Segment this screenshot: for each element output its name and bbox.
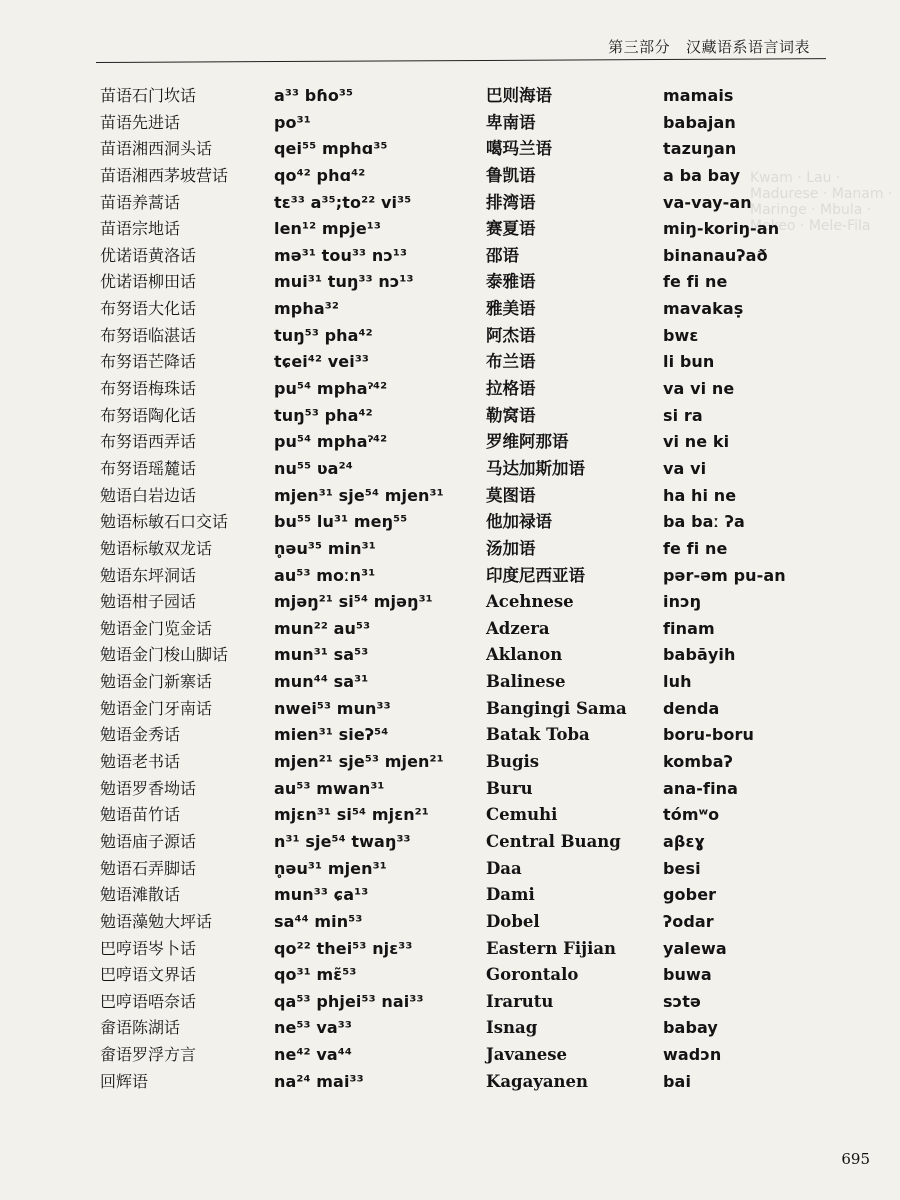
word-form: len¹² mpje¹³: [274, 219, 381, 239]
word-form: nwei⁵³ mun³³: [274, 698, 391, 718]
word-form: inɔŋ: [663, 592, 702, 612]
word-form: nu⁵⁵ ʋa²⁴: [274, 458, 353, 478]
word-form: luh: [663, 672, 692, 692]
word-form: na²⁴ mai³³: [274, 1071, 364, 1091]
language-name: 勉语柑子园话: [100, 592, 197, 612]
word-form: vi ne ki: [663, 432, 730, 452]
language-name: 布努语梅珠话: [100, 379, 197, 399]
word-form: mpha³²: [274, 299, 339, 319]
word-form: buwa: [663, 965, 712, 985]
word-form: bai: [663, 1071, 692, 1091]
word-form: mui³¹ tuŋ³³ nɔ¹³: [274, 272, 414, 292]
word-form: ne⁴² va⁴⁴: [274, 1045, 352, 1065]
word-form: tɛ³³ a³⁵;to²² vi³⁵: [274, 192, 412, 212]
word-form: mun²² au⁵³: [274, 618, 371, 638]
language-name: Javanese: [486, 1045, 568, 1065]
language-name: Adzera: [486, 618, 550, 638]
language-name: Bangingi Sama: [486, 698, 627, 718]
word-form: qa⁵³ phjei⁵³ nai³³: [274, 991, 424, 1011]
word-form: miŋ-koriŋ-an: [663, 219, 780, 239]
word-form: ne⁵³ va³³: [274, 1018, 352, 1038]
word-form: ʔodar: [663, 911, 714, 931]
language-name: 苗语湘西茅坡营话: [100, 165, 229, 185]
language-name: 邵语: [486, 245, 519, 265]
language-name: 苗语湘西洞头话: [100, 139, 213, 159]
bleed-through-decoration: Kwam · Lau · Madurese · Manam · Maringe · Mbula · Mekeo · Mele-Fila: [750, 170, 893, 234]
language-name: 汤加语: [486, 538, 536, 558]
word-form: li bun: [663, 352, 715, 372]
word-form: babay: [663, 1018, 718, 1038]
language-name: 巴哼语岑卜话: [100, 938, 197, 958]
left-language-column: [100, 83, 228, 1095]
word-form: sa⁴⁴ min⁵³: [274, 911, 363, 931]
language-name: Buru: [486, 778, 533, 798]
word-form: babajan: [663, 112, 736, 132]
word-form: va vi ne: [663, 379, 735, 399]
language-name: 畲语罗浮方言: [100, 1045, 197, 1065]
language-name: 勉语金门览金话: [100, 618, 213, 638]
word-form: finam: [663, 618, 715, 638]
word-form: po³¹: [274, 112, 311, 132]
word-form: mun³¹ sa⁵³: [274, 645, 369, 665]
word-form: mun³³ ɕa¹³: [274, 885, 369, 905]
language-name: 噶玛兰语: [486, 139, 552, 159]
header-section: 第三部分: [608, 38, 671, 56]
header-title: 汉藏语系语言词表: [685, 38, 810, 56]
language-name: 泰雅语: [486, 272, 536, 292]
word-form: denda: [663, 698, 720, 718]
word-form: ana-fina: [663, 778, 739, 798]
language-name: Cemuhi: [486, 805, 558, 825]
language-name: 赛夏语: [486, 219, 536, 239]
running-header: [608, 36, 810, 57]
language-name: 勉语罗香坳话: [100, 778, 197, 798]
word-form: gober: [663, 885, 717, 905]
right-form-column: [663, 83, 786, 1095]
language-name: Central Buang: [486, 831, 621, 851]
word-form: va vi: [663, 458, 707, 478]
language-name: 勉语石弄脚话: [100, 858, 197, 878]
language-name: 勉语藻勉大坪话: [100, 911, 213, 931]
language-name: Dami: [486, 885, 535, 905]
language-name: Batak Toba: [486, 725, 590, 745]
language-name: 鲁凯语: [486, 165, 536, 185]
language-name: Dobel: [486, 911, 540, 931]
language-name: 他加禄语: [486, 512, 552, 532]
language-name: 马达加斯加语: [486, 458, 585, 478]
word-form: pu⁵⁴ mphaˀ⁴²: [274, 432, 388, 452]
word-form: mamais: [663, 86, 734, 105]
word-form: mə³¹ tou³³ nɔ¹³: [274, 245, 408, 265]
language-name: 阿杰语: [486, 325, 536, 345]
language-name: 勉语白岩边话: [100, 485, 197, 505]
language-name: Kagayanen: [486, 1071, 589, 1091]
language-name: 布兰语: [486, 352, 536, 372]
word-form: kombaʔ: [663, 752, 733, 772]
word-form: pu⁵⁴ mphaˀ⁴²: [274, 379, 388, 399]
word-form: qo²² thei⁵³ njɛ³³: [274, 938, 413, 958]
word-form: fe fi ne: [663, 538, 728, 558]
language-name: 勉语庙子源话: [100, 831, 197, 851]
word-form: besi: [663, 858, 701, 878]
language-name: Eastern Fijian: [486, 938, 617, 958]
word-form: fe fi ne: [663, 272, 728, 292]
word-form: n̥əu³⁵ min³¹: [274, 538, 376, 558]
word-form: ba baː ʔa: [663, 512, 745, 532]
language-name: 勉语滩散话: [100, 885, 181, 905]
word-form: aβɛɣ: [663, 831, 705, 851]
language-name: Acehnese: [486, 592, 574, 612]
language-name: 布努语芒降话: [100, 352, 197, 372]
language-name: 排湾语: [486, 192, 536, 212]
language-name: 勉语金门梭山脚话: [100, 645, 229, 665]
language-name: 巴则海语: [486, 86, 552, 105]
word-form: tazuŋan: [663, 139, 737, 159]
word-form: mjen²¹ sje⁵³ mjen²¹: [274, 752, 444, 772]
language-name: 回辉语: [100, 1071, 149, 1091]
language-name: 勒窝语: [486, 405, 536, 425]
language-name: 勉语金门新寨话: [100, 672, 213, 692]
word-form: qo⁴² phɑ⁴²: [274, 165, 366, 185]
language-name: 罗维阿那语: [486, 432, 569, 452]
language-name: 勉语金门牙南话: [100, 698, 213, 718]
word-form: binanauʔað: [663, 245, 768, 265]
word-form: pər-əm pu-an: [663, 565, 786, 585]
language-name: Daa: [486, 858, 522, 878]
word-form: au⁵³ mwan³¹: [274, 778, 385, 798]
word-form: qei⁵⁵ mphɑ³⁵: [274, 139, 388, 159]
word-form: mavakaṣ: [663, 299, 744, 319]
language-name: 雅美语: [486, 299, 536, 319]
language-name: 布努语陶化话: [100, 405, 197, 425]
language-name: Isnag: [486, 1018, 538, 1038]
word-form: yalewa: [663, 938, 727, 958]
right-language-column: [486, 83, 627, 1095]
language-name: 卑南语: [486, 112, 536, 132]
word-form: tómʷo: [663, 805, 720, 825]
word-form: tuŋ⁵³ pha⁴²: [274, 325, 373, 345]
language-name: 印度尼西亚语: [486, 565, 585, 585]
word-form: a³³ bɦo³⁵: [274, 86, 354, 105]
word-form: mjen³¹ sje⁵⁴ mjen³¹: [274, 485, 444, 505]
language-name: 巴哼语文界话: [100, 965, 197, 985]
word-form: bu⁵⁵ lu³¹ meŋ⁵⁵: [274, 512, 408, 532]
language-name: 优诺语柳田话: [100, 272, 197, 292]
word-form: sɔtə: [663, 991, 701, 1011]
language-name: 布努语瑶麓话: [100, 458, 197, 478]
language-name: Balinese: [486, 672, 566, 692]
language-name: 布努语临湛话: [100, 325, 197, 345]
language-name: Gorontalo: [486, 965, 579, 985]
language-name: 勉语东坪洞话: [100, 565, 197, 585]
left-form-column: [274, 83, 444, 1095]
language-name: 布努语大化话: [100, 299, 197, 319]
word-form: n³¹ sje⁵⁴ twaŋ³³: [274, 831, 411, 851]
word-form: bwɛ: [663, 325, 699, 345]
page-number: 695: [841, 1150, 870, 1168]
word-form: si ra: [663, 405, 703, 425]
word-form: ha hi ne: [663, 485, 737, 505]
language-name: Bugis: [486, 752, 540, 772]
header-rule: [96, 58, 826, 63]
word-form: va-vay-an: [663, 192, 752, 212]
language-name: 苗语先进话: [100, 112, 181, 132]
word-form: babāyih: [663, 645, 736, 665]
language-name: 苗语养蒿话: [100, 192, 181, 212]
language-name: 拉格语: [486, 379, 536, 399]
word-form: a ba bay: [663, 165, 741, 185]
language-name: 勉语标敏双龙话: [100, 538, 213, 558]
language-name: 苗语石门坎话: [100, 86, 197, 105]
language-name: 勉语苗竹话: [100, 805, 181, 825]
word-form: qo³¹ mɛ̃⁵³: [274, 965, 357, 985]
language-name: Aklanon: [486, 645, 563, 665]
word-form: mjɛn³¹ si⁵⁴ mjɛn²¹: [274, 805, 429, 825]
language-name: Irarutu: [486, 991, 554, 1011]
word-form: mun⁴⁴ sa³¹: [274, 672, 369, 692]
word-form: au⁵³ moːn³¹: [274, 565, 376, 585]
word-form: mien³¹ sieʔ⁵⁴: [274, 725, 389, 745]
word-form: n̥əu³¹ mjen³¹: [274, 858, 387, 878]
language-name: 布努语西弄话: [100, 432, 197, 452]
language-name: 畲语陈湖话: [100, 1018, 181, 1038]
language-name: 巴哼语唔奈话: [100, 991, 197, 1011]
word-form: mjəŋ²¹ si⁵⁴ mjəŋ³¹: [274, 592, 433, 612]
language-name: 勉语老书话: [100, 752, 181, 772]
language-name: 苗语宗地话: [100, 219, 181, 239]
word-form: boru-boru: [663, 725, 754, 745]
language-name: 莫图语: [486, 485, 536, 505]
word-form: tɕei⁴² vei³³: [274, 352, 370, 372]
language-name: 勉语标敏石口交话: [100, 512, 229, 532]
language-name: 勉语金秀话: [100, 725, 181, 745]
language-name: 优诺语黄洛话: [100, 245, 197, 265]
word-form: tuŋ⁵³ pha⁴²: [274, 405, 373, 425]
word-form: wadɔn: [663, 1045, 722, 1065]
